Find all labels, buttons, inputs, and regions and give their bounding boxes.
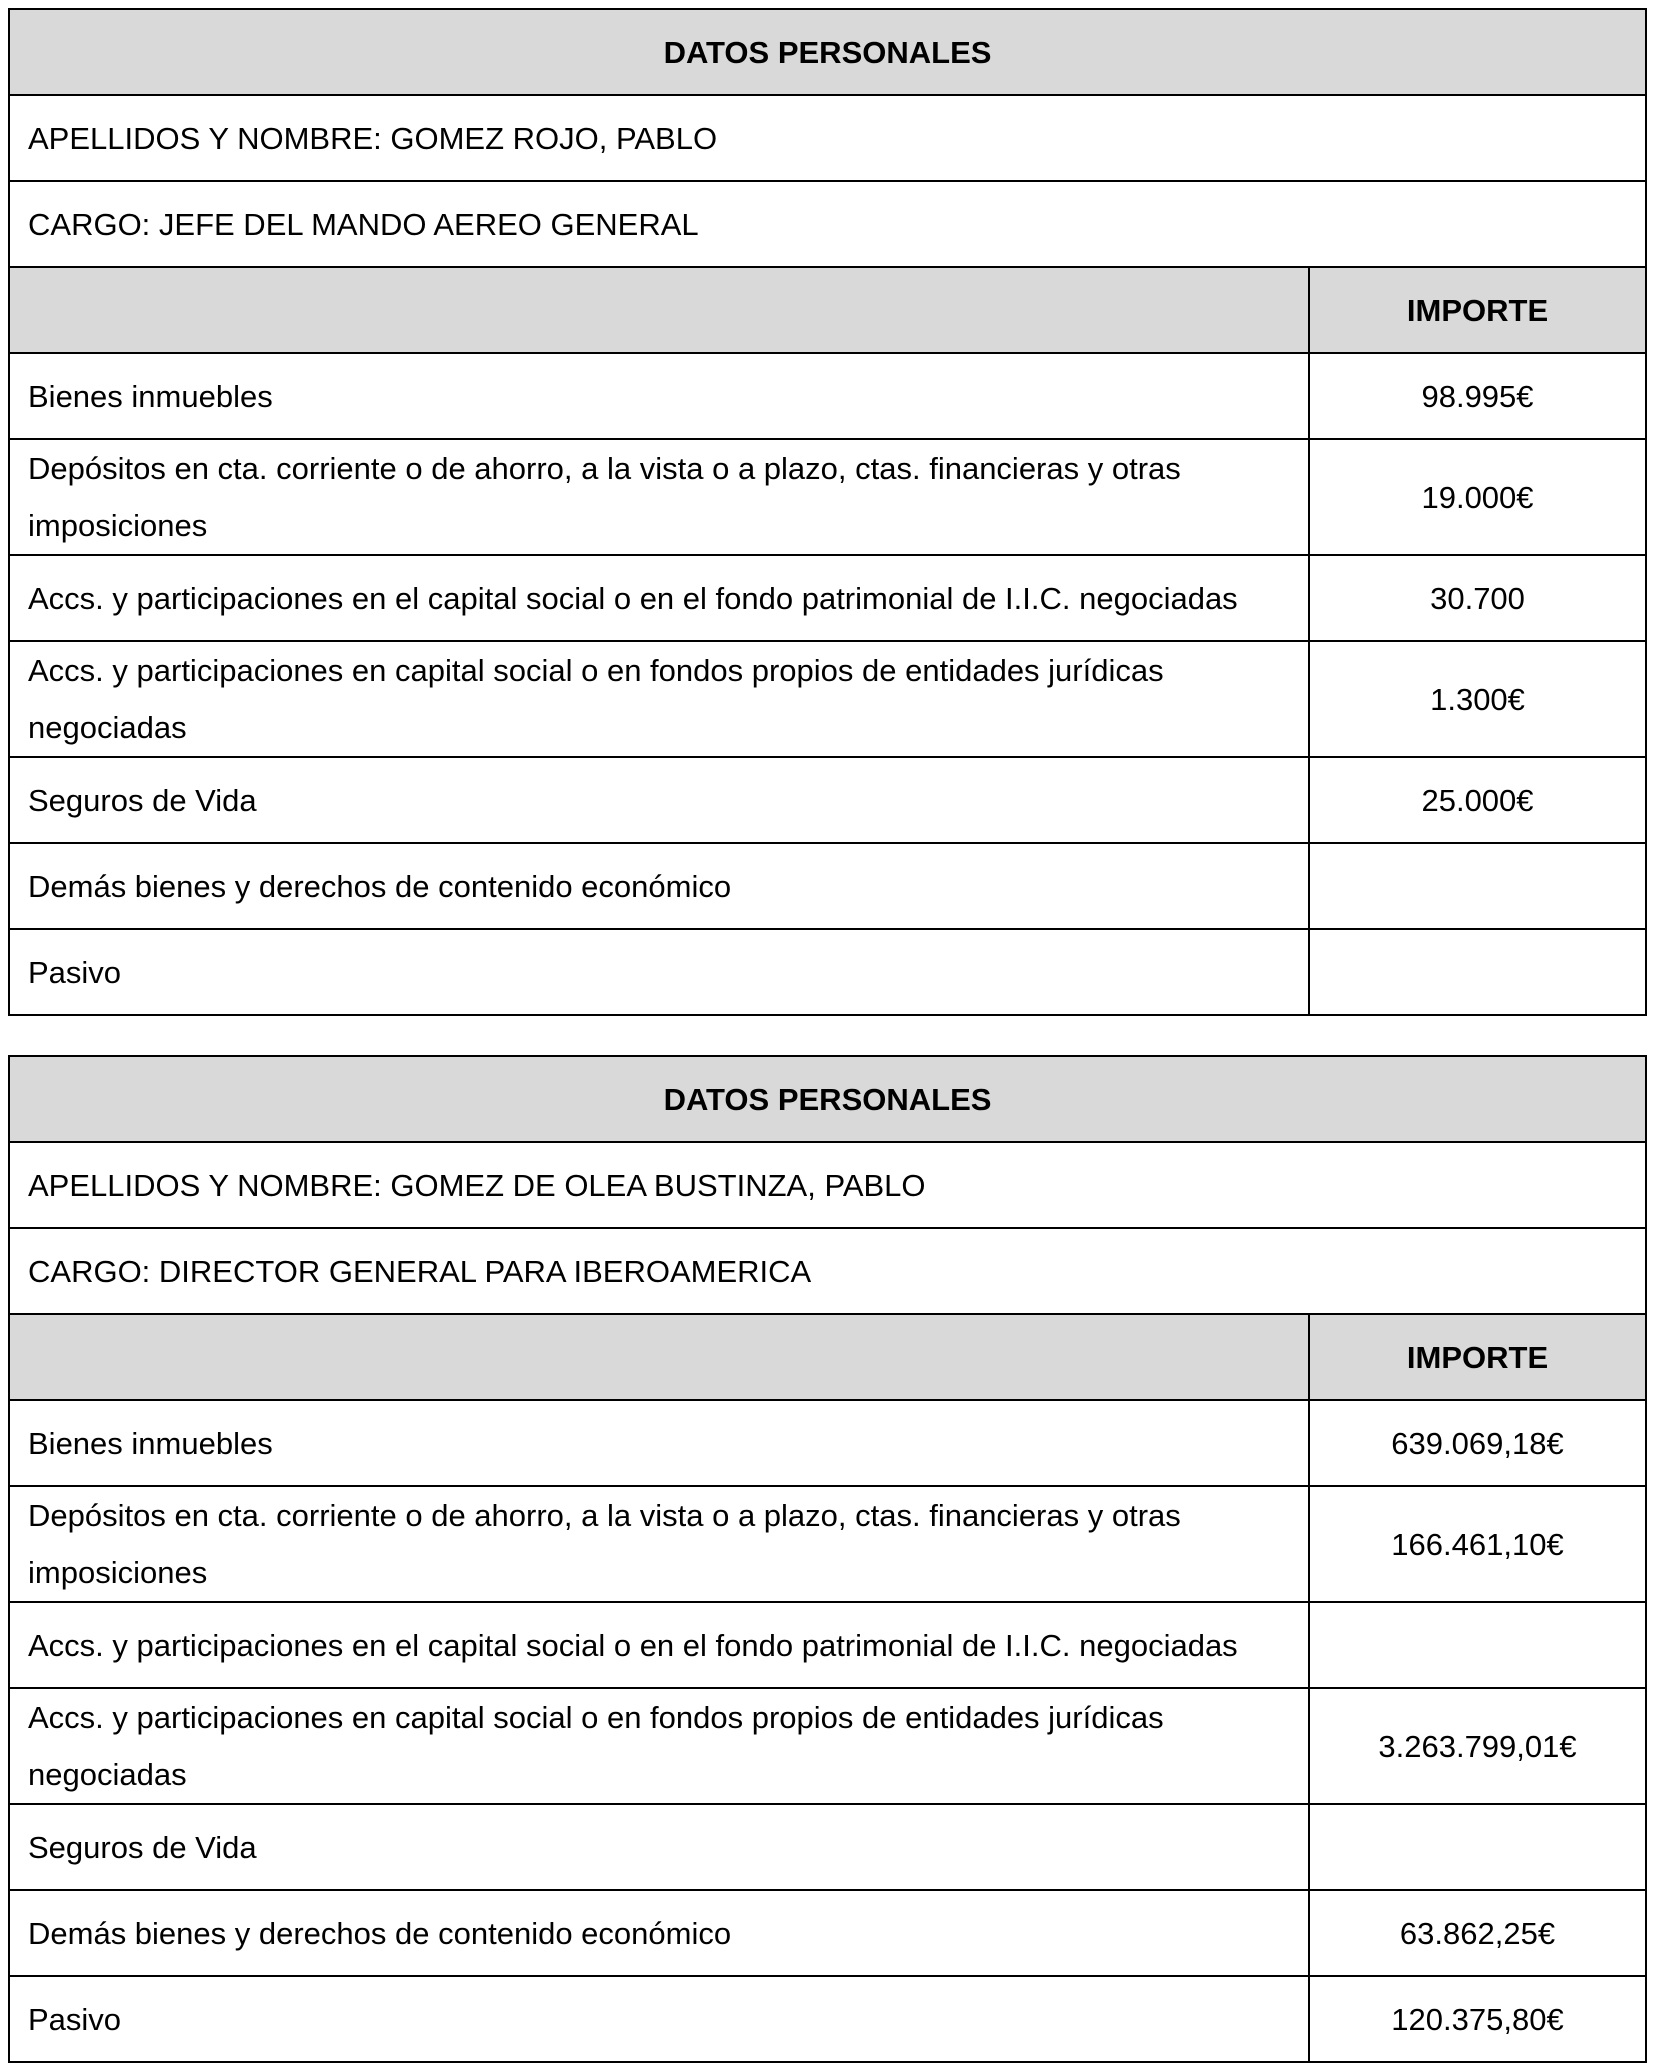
row-amount <box>1309 929 1646 1015</box>
row-amount: 19.000€ <box>1309 439 1646 555</box>
table-row <box>9 1976 1646 2062</box>
amount-column-header: IMPORTE <box>1309 267 1646 353</box>
position-field: CARGO: DIRECTOR GENERAL PARA IBEROAMERICA <box>9 1228 1646 1314</box>
table-row <box>9 929 1646 1015</box>
table-row <box>9 353 1646 439</box>
row-label: Depósitos en cta. corriente o de ahorro, a la vista o a plazo, ctas. financieras y otras imposiciones <box>9 439 1309 555</box>
row-label: Seguros de Vida <box>9 1804 1309 1890</box>
table-row <box>9 1688 1646 1804</box>
table-row <box>9 1602 1646 1688</box>
row-amount: 3.263.799,01€ <box>1309 1688 1646 1804</box>
name-row <box>9 95 1646 181</box>
full-name-field: APELLIDOS Y NOMBRE: GOMEZ ROJO, PABLO <box>9 95 1646 181</box>
table-row <box>9 1400 1646 1486</box>
row-amount <box>1309 1602 1646 1688</box>
row-label: Accs. y participaciones en el capital social o en el fondo patrimonial de I.I.C. negociadas <box>9 555 1309 641</box>
row-label: Demás bienes y derechos de contenido económico <box>9 1890 1309 1976</box>
table-row <box>9 641 1646 757</box>
row-label: Accs. y participaciones en capital social o en fondos propios de entidades jurídicas negociadas <box>9 641 1309 757</box>
table-row <box>9 757 1646 843</box>
table-row <box>9 843 1646 929</box>
row-amount: 63.862,25€ <box>1309 1890 1646 1976</box>
row-label: Accs. y participaciones en el capital social o en el fondo patrimonial de I.I.C. negociadas <box>9 1602 1309 1688</box>
amount-column-header: IMPORTE <box>1309 1314 1646 1400</box>
row-amount: 25.000€ <box>1309 757 1646 843</box>
row-label: Seguros de Vida <box>9 757 1309 843</box>
table-row <box>9 439 1646 555</box>
row-label: Depósitos en cta. corriente o de ahorro, a la vista o a plazo, ctas. financieras y otras imposiciones <box>9 1486 1309 1602</box>
asset-declaration-table-1 <box>8 8 1647 1016</box>
table-row <box>9 555 1646 641</box>
column-header-row <box>9 267 1646 353</box>
position-row <box>9 1228 1646 1314</box>
row-amount: 639.069,18€ <box>1309 1400 1646 1486</box>
section-title: DATOS PERSONALES <box>9 9 1646 95</box>
row-amount <box>1309 1804 1646 1890</box>
row-label: Bienes inmuebles <box>9 353 1309 439</box>
table-header-row <box>9 9 1646 95</box>
row-label: Accs. y participaciones en capital social o en fondos propios de entidades jurídicas negociadas <box>9 1688 1309 1804</box>
row-amount: 30.700 <box>1309 555 1646 641</box>
column-header-blank <box>9 1314 1309 1400</box>
table-row <box>9 1804 1646 1890</box>
row-label: Bienes inmuebles <box>9 1400 1309 1486</box>
row-label: Pasivo <box>9 1976 1309 2062</box>
row-amount: 120.375,80€ <box>1309 1976 1646 2062</box>
table-row <box>9 1890 1646 1976</box>
position-field: CARGO: JEFE DEL MANDO AEREO GENERAL <box>9 181 1646 267</box>
table-row <box>9 1486 1646 1602</box>
row-label: Pasivo <box>9 929 1309 1015</box>
row-amount: 166.461,10€ <box>1309 1486 1646 1602</box>
full-name-field: APELLIDOS Y NOMBRE: GOMEZ DE OLEA BUSTINZA, PABLO <box>9 1142 1646 1228</box>
asset-declaration-table-2 <box>8 1055 1647 2063</box>
column-header-row <box>9 1314 1646 1400</box>
table-header-row <box>9 1056 1646 1142</box>
row-label: Demás bienes y derechos de contenido económico <box>9 843 1309 929</box>
row-amount: 98.995€ <box>1309 353 1646 439</box>
section-title: DATOS PERSONALES <box>9 1056 1646 1142</box>
position-row <box>9 181 1646 267</box>
column-header-blank <box>9 267 1309 353</box>
row-amount <box>1309 843 1646 929</box>
row-amount: 1.300€ <box>1309 641 1646 757</box>
name-row <box>9 1142 1646 1228</box>
